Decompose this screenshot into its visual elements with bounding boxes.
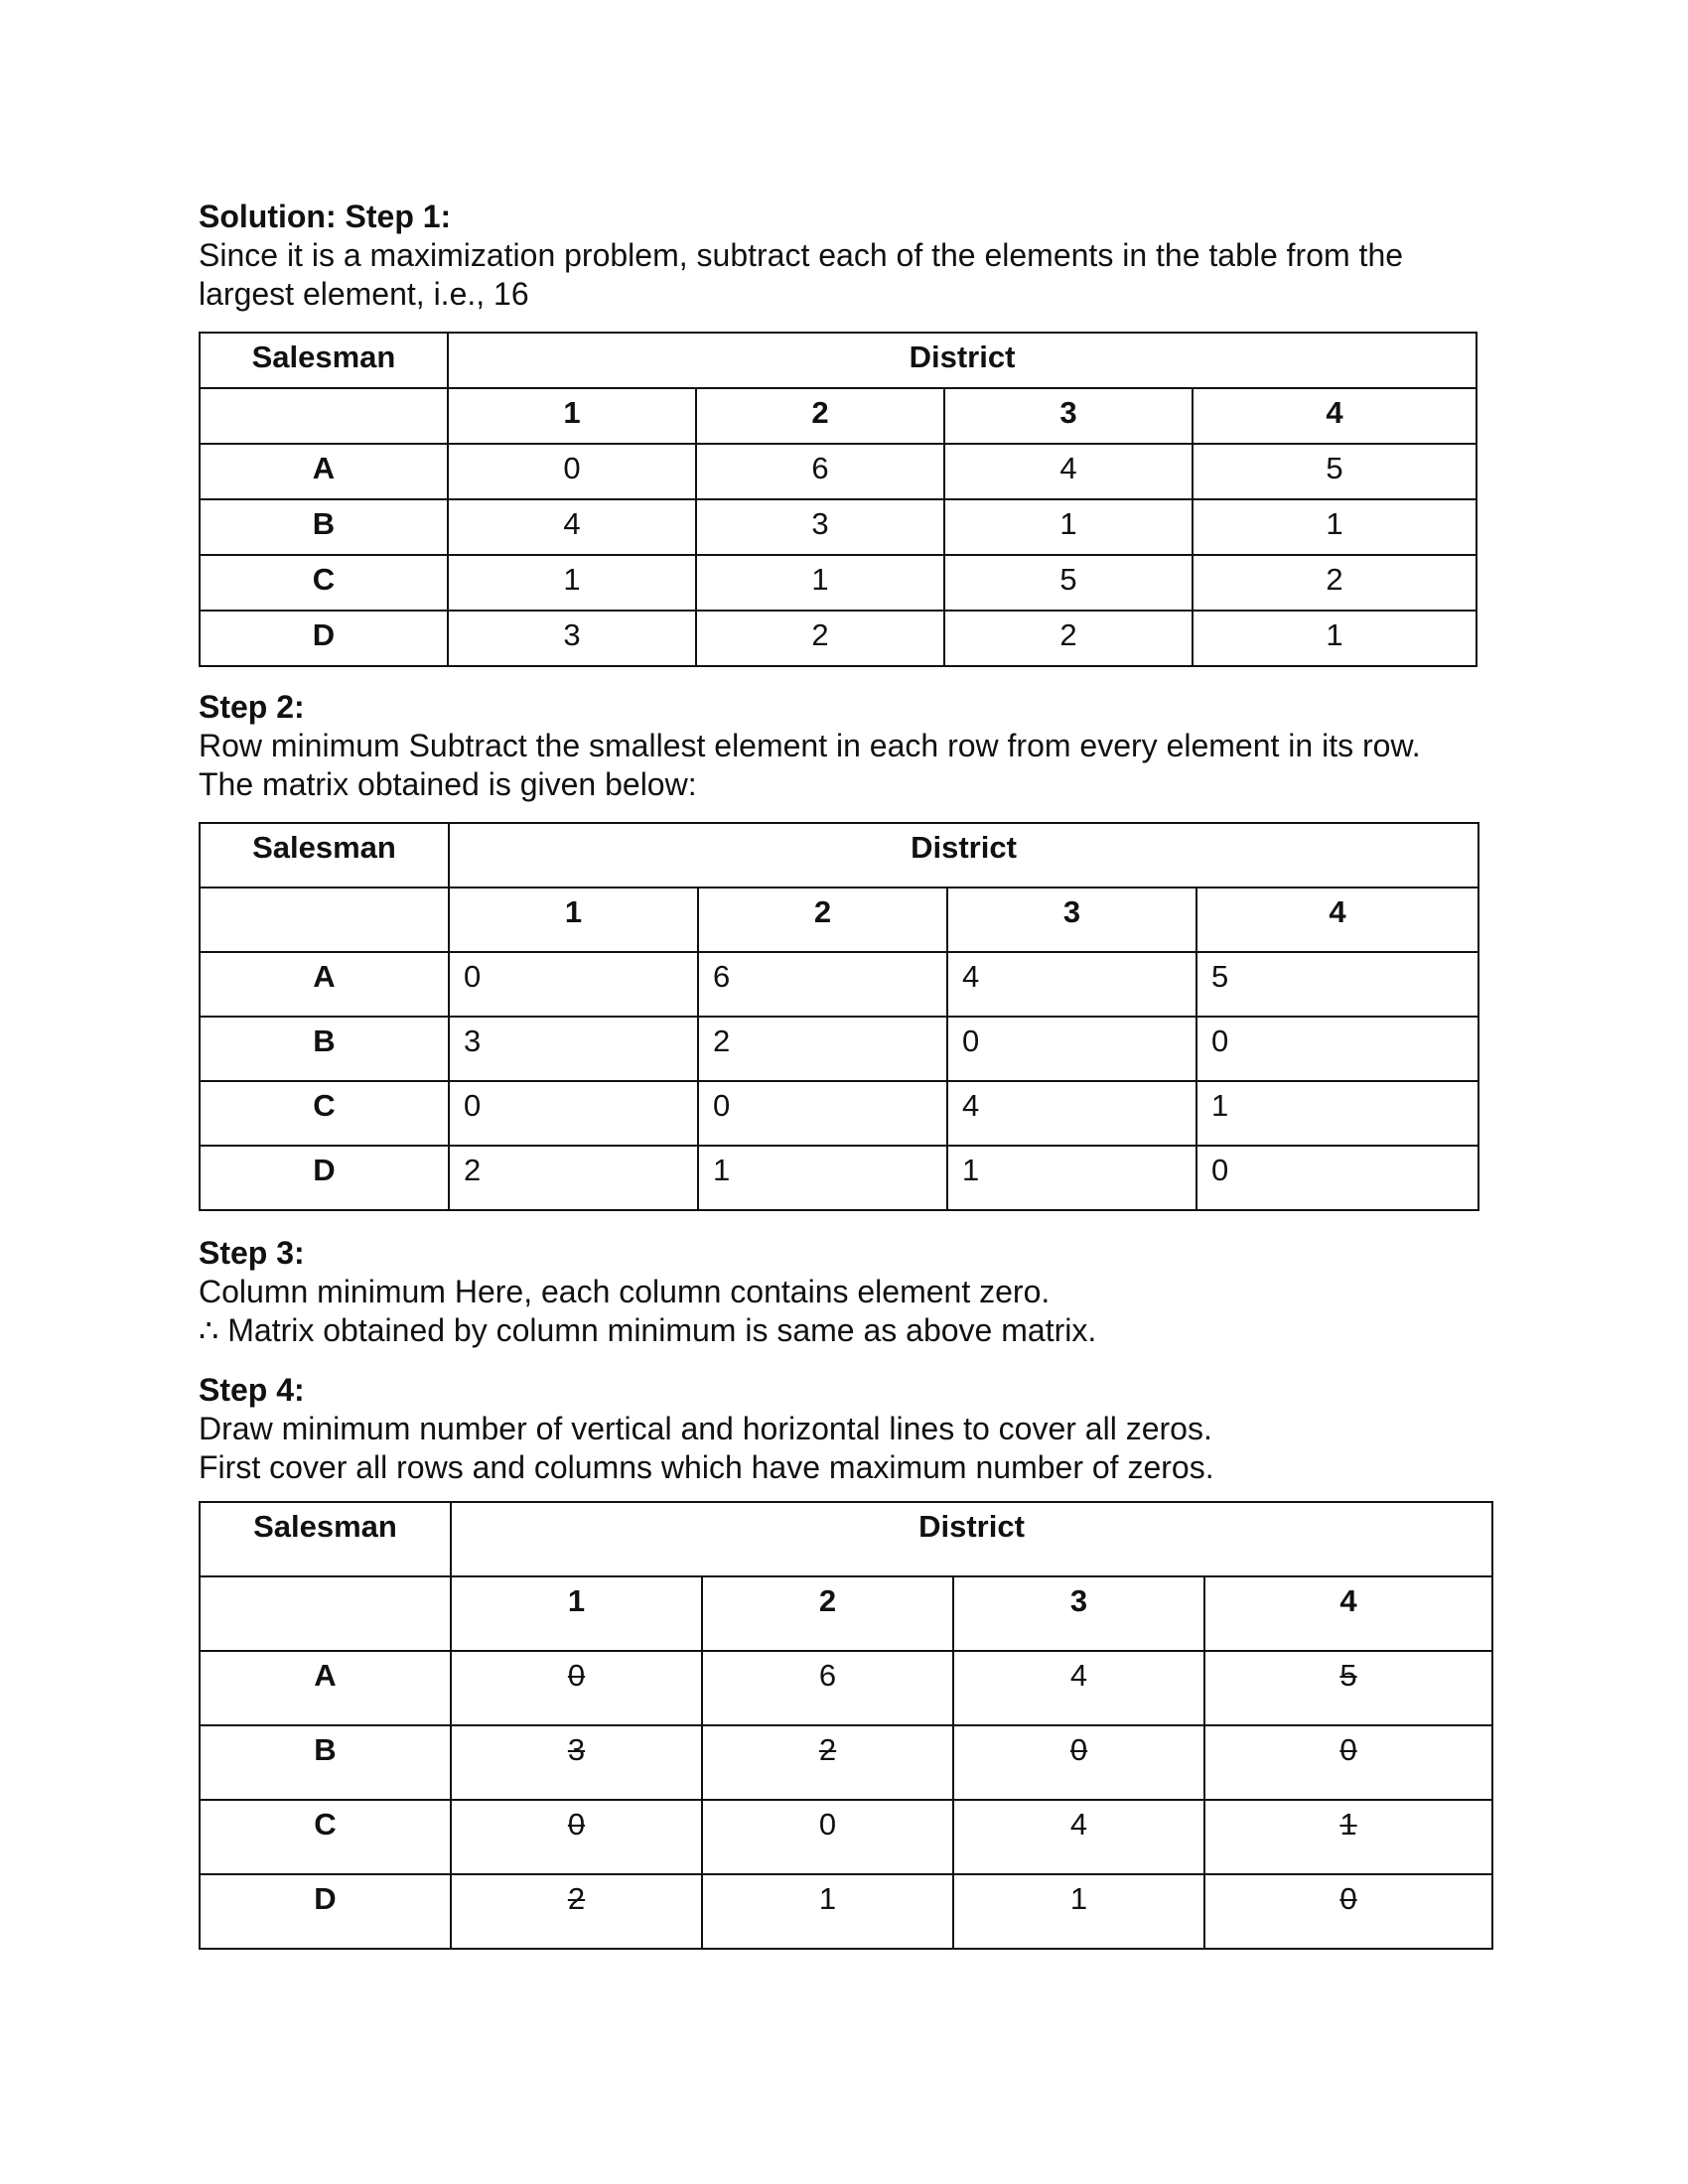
- table-cell: [451, 1800, 702, 1874]
- table-cell-text: 1: [962, 1153, 980, 1187]
- step1-line-2: largest element, i.e., 16: [199, 276, 529, 312]
- row-label-text: A: [312, 451, 336, 485]
- table-cell: [1196, 952, 1478, 1017]
- table-cell: [696, 611, 944, 666]
- district-header: [449, 823, 1478, 887]
- step3-line-1: Column minimum Here, each column contains element zero.: [199, 1274, 1051, 1309]
- step4-line-2: First cover all rows and columns which have maximum number of zeros.: [199, 1449, 1214, 1485]
- table-header-row: [200, 1502, 1492, 1576]
- table-cell-text: 1: [818, 1881, 837, 1916]
- table-cell-text: 4: [1059, 451, 1077, 485]
- table-cell: [1204, 1725, 1492, 1800]
- row-label-text: D: [313, 1153, 336, 1187]
- table-row: [200, 952, 1478, 1017]
- row-label: [200, 1800, 451, 1874]
- table-row: [200, 444, 1477, 499]
- table-cell: [696, 499, 944, 555]
- table-cell-text: 2: [464, 1153, 482, 1187]
- table-cell: [953, 1800, 1204, 1874]
- table-cell-text: 3: [464, 1024, 482, 1058]
- row-label-text: C: [314, 1807, 337, 1842]
- corner-header: [200, 1502, 451, 1576]
- step1-line-1: Since it is a maximization problem, subtract each of the elements in the table from the: [199, 237, 1404, 273]
- table-cell: [1196, 1146, 1478, 1210]
- step4-line-1: Draw minimum number of vertical and horizontal lines to cover all zeros.: [199, 1411, 1212, 1446]
- table-column-row: [200, 388, 1477, 444]
- column-header-text: 2: [811, 395, 829, 430]
- table-cell: [696, 444, 944, 499]
- empty-cell: [200, 1576, 451, 1651]
- table-cell-text: 1: [811, 562, 829, 597]
- table-cell-text: 0: [818, 1807, 837, 1842]
- table-cell-text: 2: [567, 1881, 586, 1916]
- table-row: [200, 1725, 1492, 1800]
- row-label-text: C: [312, 562, 336, 597]
- row-label-text: B: [312, 506, 336, 541]
- table-cell: [449, 1146, 698, 1210]
- step2-line-1: Row minimum Subtract the smallest element in each row from every element in its row.: [199, 728, 1421, 763]
- table-cell-text: 3: [567, 1732, 586, 1767]
- row-label: [200, 555, 448, 611]
- table-row: [200, 611, 1477, 666]
- column-header-text: 3: [1062, 894, 1081, 929]
- table-header-row: [200, 333, 1477, 388]
- table-header-row: [200, 823, 1478, 887]
- table-cell: [702, 1725, 953, 1800]
- table-cell: [944, 444, 1193, 499]
- table-cell-text: 0: [563, 451, 581, 485]
- table-cell-text: 0: [464, 1088, 482, 1123]
- table-cell-text: 0: [464, 959, 482, 994]
- table-cell: [451, 1874, 702, 1949]
- table-cell-text: 2: [1059, 617, 1077, 652]
- table-body: [200, 1502, 1492, 1949]
- table-cell: [1204, 1800, 1492, 1874]
- column-header-text: 4: [1326, 395, 1343, 430]
- table-cell: [1193, 555, 1477, 611]
- step3-line-2: ∴ Matrix obtained by column minimum is same as above matrix.: [199, 1312, 1097, 1348]
- table-cell-text: 3: [811, 506, 829, 541]
- row-label-text: C: [313, 1088, 336, 1123]
- column-header-text: 3: [1069, 1583, 1088, 1618]
- table-cell-text: 4: [962, 959, 980, 994]
- corner-header-text: Salesman: [251, 340, 396, 374]
- column-header: [953, 1576, 1204, 1651]
- table-cell-text: 4: [1069, 1658, 1088, 1693]
- column-header-text: 1: [564, 894, 583, 929]
- column-header-text: 4: [1339, 1583, 1357, 1618]
- table-cell-text: 0: [1211, 1024, 1229, 1058]
- district-header: [448, 333, 1477, 388]
- table-cell-text: 6: [713, 959, 731, 994]
- table-cell: [947, 1146, 1196, 1210]
- column-header: [448, 388, 696, 444]
- row-label-text: D: [314, 1881, 337, 1916]
- table-body: [200, 823, 1478, 1210]
- table-step4: [199, 1501, 1493, 1950]
- column-header: [702, 1576, 953, 1651]
- table-step1: [199, 332, 1477, 667]
- corner-header: [200, 823, 449, 887]
- table-cell-text: 1: [1339, 1807, 1357, 1842]
- row-label-text: B: [314, 1732, 337, 1767]
- step4-section: [199, 1370, 1489, 1487]
- table-cell: [448, 499, 696, 555]
- row-label: [200, 1651, 451, 1725]
- row-label: [200, 611, 448, 666]
- table-cell: [953, 1874, 1204, 1949]
- column-header-text: 3: [1059, 395, 1077, 430]
- table-row: [200, 1651, 1492, 1725]
- table-cell-text: 0: [567, 1658, 586, 1693]
- table-cell-text: 0: [962, 1024, 980, 1058]
- table-cell-text: 0: [567, 1807, 586, 1842]
- row-label-text: A: [313, 959, 336, 994]
- column-header-text: 2: [818, 1583, 837, 1618]
- table-row: [200, 1874, 1492, 1949]
- table-row: [200, 1017, 1478, 1081]
- table-cell: [953, 1725, 1204, 1800]
- step3-heading: Step 3:: [199, 1235, 305, 1271]
- table-cell: [448, 444, 696, 499]
- table-cell: [698, 1146, 947, 1210]
- table-cell: [947, 1081, 1196, 1146]
- table-cell-text: 4: [1069, 1807, 1088, 1842]
- corner-header: [200, 333, 448, 388]
- table-cell: [451, 1651, 702, 1725]
- table-cell: [698, 952, 947, 1017]
- table-row: [200, 1800, 1492, 1874]
- table-cell: [947, 952, 1196, 1017]
- table-cell: [1193, 444, 1477, 499]
- table-cell-text: 1: [563, 562, 581, 597]
- table-column-row: [200, 1576, 1492, 1651]
- step2-heading: Step 2:: [199, 689, 305, 725]
- table-cell: [1193, 611, 1477, 666]
- column-header: [1204, 1576, 1492, 1651]
- district-header: [451, 1502, 1492, 1576]
- table-cell-text: 2: [818, 1732, 837, 1767]
- table-cell: [947, 1017, 1196, 1081]
- empty-cell: [200, 887, 449, 952]
- table-cell-text: 1: [1326, 506, 1343, 541]
- table-row: [200, 555, 1477, 611]
- row-label: [200, 1081, 449, 1146]
- row-label: [200, 499, 448, 555]
- column-header-text: 4: [1329, 894, 1346, 929]
- table-step2: [199, 822, 1479, 1211]
- step2-line-2: The matrix obtained is given below:: [199, 766, 697, 802]
- table-row: [200, 1081, 1478, 1146]
- corner-header-text: Salesman: [253, 1509, 397, 1544]
- corner-header-text: Salesman: [252, 830, 396, 865]
- column-header-text: 1: [567, 1583, 586, 1618]
- table-cell: [696, 555, 944, 611]
- column-header: [696, 388, 944, 444]
- table-row: [200, 1146, 1478, 1210]
- step3-section: [199, 1233, 1489, 1350]
- table-cell-text: 0: [713, 1088, 731, 1123]
- table-cell-text: 0: [1339, 1881, 1357, 1916]
- step2-section: [199, 687, 1489, 804]
- table-cell-text: 1: [713, 1153, 731, 1187]
- table-cell-text: 3: [563, 617, 581, 652]
- column-header: [944, 388, 1193, 444]
- table-cell-text: 4: [563, 506, 581, 541]
- table-cell-text: 5: [1339, 1658, 1357, 1693]
- district-header-text: District: [909, 340, 1016, 374]
- row-label: [200, 1874, 451, 1949]
- row-label-text: A: [314, 1658, 337, 1693]
- table-cell: [451, 1725, 702, 1800]
- table-cell: [448, 611, 696, 666]
- table-cell-text: 0: [1069, 1732, 1088, 1767]
- table-cell: [449, 952, 698, 1017]
- table-cell-text: 6: [818, 1658, 837, 1693]
- column-header: [1193, 388, 1477, 444]
- district-header-text: District: [911, 830, 1017, 865]
- table-cell-text: 2: [811, 617, 829, 652]
- table-cell: [944, 555, 1193, 611]
- row-label: [200, 1017, 449, 1081]
- row-label: [200, 1146, 449, 1210]
- table-body: [200, 333, 1477, 666]
- table-cell: [448, 555, 696, 611]
- table-cell-text: 5: [1059, 562, 1077, 597]
- table-cell-text: 5: [1326, 451, 1343, 485]
- table-cell-text: 1: [1326, 617, 1343, 652]
- column-header: [451, 1576, 702, 1651]
- table-cell: [702, 1874, 953, 1949]
- table-cell: [953, 1651, 1204, 1725]
- table-cell: [1204, 1651, 1492, 1725]
- table-cell: [698, 1081, 947, 1146]
- table-cell-text: 2: [1326, 562, 1343, 597]
- row-label-text: D: [312, 617, 336, 652]
- table-cell: [944, 499, 1193, 555]
- column-header-text: 1: [563, 395, 581, 430]
- district-header-text: District: [918, 1509, 1025, 1544]
- table-cell: [1196, 1017, 1478, 1081]
- table-cell-text: 0: [1211, 1153, 1229, 1187]
- table-cell-text: 0: [1339, 1732, 1357, 1767]
- table-cell-text: 6: [811, 451, 829, 485]
- step4-heading: Step 4:: [199, 1372, 305, 1408]
- table-cell: [702, 1800, 953, 1874]
- table-cell-text: 4: [962, 1088, 980, 1123]
- table-cell: [698, 1017, 947, 1081]
- table-cell: [449, 1081, 698, 1146]
- column-header: [947, 887, 1196, 952]
- table-cell: [1204, 1874, 1492, 1949]
- table-cell-text: 1: [1211, 1088, 1229, 1123]
- column-header: [449, 887, 698, 952]
- column-header-text: 2: [813, 894, 832, 929]
- table-cell-text: 5: [1211, 959, 1229, 994]
- table-cell-text: 1: [1059, 506, 1077, 541]
- table-cell-text: 1: [1069, 1881, 1088, 1916]
- step1-heading: Solution: Step 1:: [199, 199, 452, 234]
- table-row: [200, 499, 1477, 555]
- table-cell: [1196, 1081, 1478, 1146]
- step1-section: [199, 197, 1489, 314]
- table-cell: [944, 611, 1193, 666]
- row-label: [200, 952, 449, 1017]
- table-cell-text: 2: [713, 1024, 731, 1058]
- row-label-text: B: [313, 1024, 336, 1058]
- column-header: [698, 887, 947, 952]
- table-cell: [449, 1017, 698, 1081]
- table-cell: [702, 1651, 953, 1725]
- table-cell: [1193, 499, 1477, 555]
- row-label: [200, 444, 448, 499]
- empty-cell: [200, 388, 448, 444]
- column-header: [1196, 887, 1478, 952]
- table-column-row: [200, 887, 1478, 952]
- row-label: [200, 1725, 451, 1800]
